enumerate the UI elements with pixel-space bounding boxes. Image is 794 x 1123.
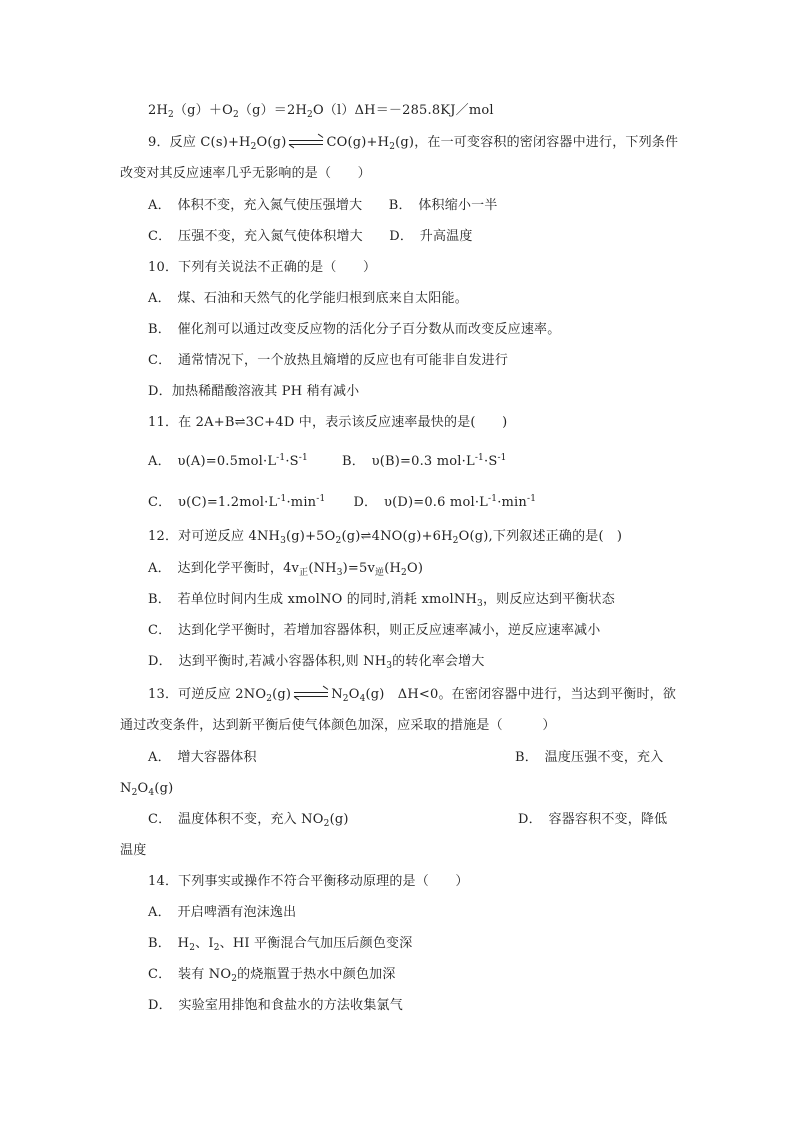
question-9-options-ab: A． 体积不变，充入氮气使压强增大 B． 体积缩小一半 [148, 198, 498, 213]
question-14-option-c: C． 装有 $NO_2$的烧瓶置于热水中颜色加深 [148, 967, 396, 984]
question-14-stem: 14．下列事实或操作不符合平衡移动原理的是（ ） [148, 874, 469, 889]
question-14-option-b: B． $H_2$、$I_2$、HI 平衡混合气加压后颜色变深 [148, 936, 413, 953]
question-11-options-ab: A． $\upsilon(A)=0.5mol\cdot L^{-1}\cdot S^{-1}$ B． υ(B)=0.3 $mol\cdot L^{-1}\cdot S^{-1}$ [148, 453, 507, 469]
question-13-stem-cont: 通过改变条件，达到新平衡后使气体颜色加深，应采取的措施是（ ） [120, 718, 556, 733]
question-10-option-c: C． 通常情况下，一个放热且熵增的反应也有可能非自发进行 [148, 353, 509, 368]
question-10-option-b: B． 催化剂可以通过改变反应物的活化分子百分数从而改变反应速率。 [148, 322, 561, 337]
question-13-option-a: A． 增大容器体积 [148, 750, 257, 765]
question-9-stem: 9．反应 $C(s)+H_2O(g)$ $CO(g)+H_2(g)$，在一可变容积的密闭容器中进行，下列条件 [148, 135, 679, 152]
question-9-stem-cont: 改变对其反应速率几乎无影响的是（ ） [120, 166, 371, 181]
question-9-options-cd: C． 压强不变，充入氮气使体积增大 D． 升高温度 [148, 229, 473, 244]
equilibrium-arrow-icon [294, 690, 328, 700]
question-13-option-c: C． 温度体积不变，充入 $NO_2(g)$ [148, 812, 349, 829]
equation-line: $2H_2(g)+O_2(g)=2H_2O(l)\Delta H=-285.8KJ/mol$ [148, 103, 494, 120]
question-12-stem: 12．对可逆反应 $4NH_3(g)+5O_2(g)\rightleftharpoons 4NO(g)+6H_2O(g)$,下列叙述正确的是( ) [148, 529, 623, 546]
question-12-option-a: A． 达到化学平衡时，$4v_正(NH_3)=5v_逆(H_2O)$ [148, 561, 424, 578]
question-12-option-d: D． 达到平衡时,若减小容器体积,则 $NH_3$的转化率会增大 [148, 654, 485, 671]
question-13-option-d-cont: 温度 [120, 843, 147, 858]
question-10-option-a: A． 煤、石油和天然气的化学能归根到底来自太阳能。 [148, 291, 468, 306]
equilibrium-arrow-icon [289, 138, 323, 148]
question-14-option-a: A． 开启啤酒有泡沫逸出 [148, 905, 297, 920]
question-11-options-cd: C． $\upsilon(C)=1.2mol\cdot L^{-1}\cdot\min^{-1}$ D． υ(D)=0.6 $mol\cdot L^{-1}\cdot\min^{-1}$ [148, 494, 537, 510]
question-12-option-c: C． 达到化学平衡时，若增加容器体积，则正反应速率减小，逆反应速率减小 [148, 623, 601, 638]
question-13-option-d: D． 容器容积不变，降低 [518, 812, 668, 827]
question-12-option-b: B． 若单位时间内生成 xmolNO 的同时,消耗 xmolNH$_3$，则反应达到平衡状态 [148, 592, 615, 609]
question-13-stem: 13．可逆反应 $2NO_2(g)$ $N_2O_4(g)$ ΔH<0。在密闭容器中进行，当达到平衡时，欲 [148, 687, 677, 704]
question-14-option-d: D． 实验室用排饱和食盐水的方法收集氯气 [148, 998, 403, 1013]
question-11-stem: 11．在 2A+B⇌3C+4D 中，表示该反应速率最快的是( ) [148, 415, 508, 430]
question-13-option-b-cont: $N_2O_4(g)$ [120, 781, 174, 798]
question-10-option-d: D．加热稀醋酸溶液其 PH 稍有减小 [148, 384, 360, 399]
question-10-stem: 10．下列有关说法不正确的是（ ） [148, 260, 377, 275]
question-13-option-b: B． 温度压强不变，充入 [515, 750, 664, 765]
